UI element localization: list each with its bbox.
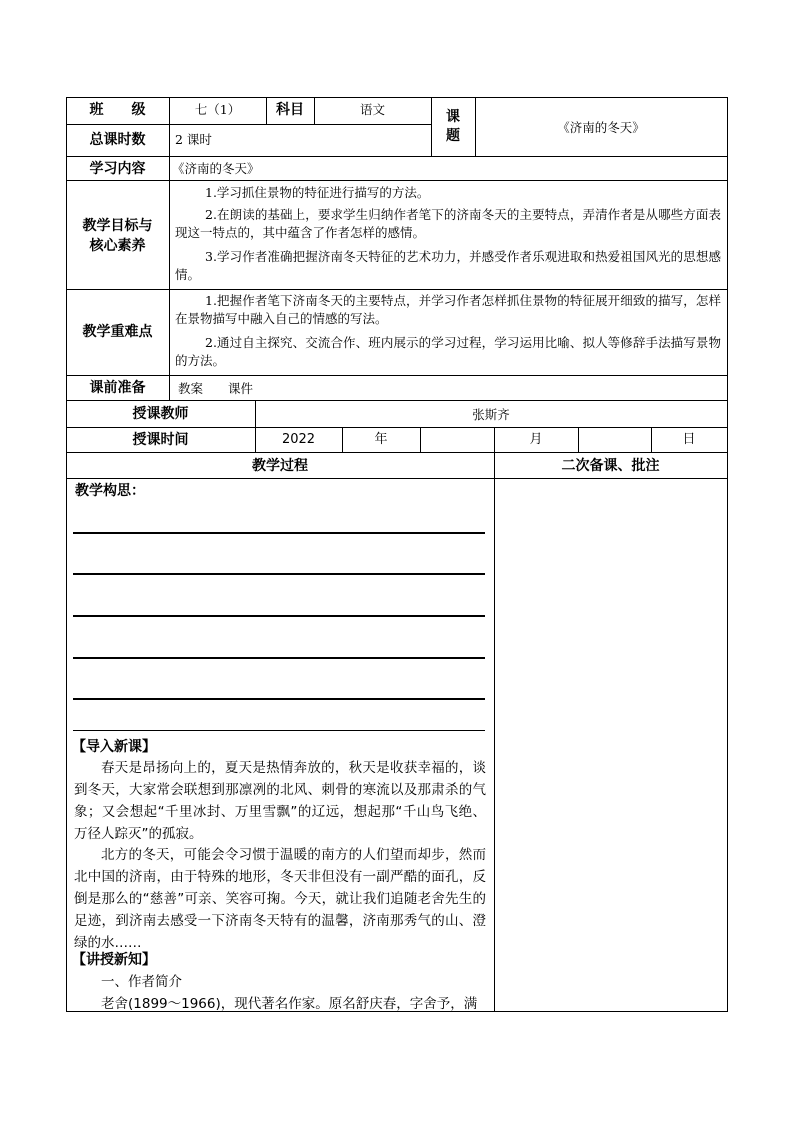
topic-label-top: 课: [446, 109, 460, 125]
day-label: 日: [682, 432, 696, 447]
col-divider: [420, 427, 421, 452]
subject-label: 科目: [276, 102, 304, 118]
author-line: 老舍(1899～1966)，现代著名作家。原名舒庆春，字舍予，满: [101, 996, 478, 1012]
year-label: 年: [374, 432, 388, 447]
topic-value: 《济南的冬天》: [557, 120, 645, 135]
year-value: 2022: [281, 432, 316, 447]
intro-paragraph-2: 北方的冬天，可能会令习惯于温暖的南方的人们望而却步，然而北中国的济南，由于特殊的地形，冬天非但没有一副严酷的面孔，反倒是那么的“慈善”可亲、笑容可掬。今天，就让我们追随老舍先生的足迹，到济南去感受一下济南冬天特有的温馨，济南那秀气的山、澄绿的水……: [74, 847, 486, 951]
key-point-item-2: 2.通过自主探究、交流合作、班内展示的学习过程，学习运用比喻、拟人等修辞手法描写景物的方法。: [175, 335, 721, 368]
concept-line: [73, 698, 485, 700]
topic-label-bottom: 题: [446, 128, 460, 144]
goal-item-2: 2.在朗读的基础上，要求学生归纳作者笔下的济南冬天的主要特点，弄清作者是从哪些方面表现这一特点的，其中蕴含了作者怎样的感情。: [175, 207, 721, 240]
row-divider: [66, 400, 728, 401]
row-divider: [66, 452, 728, 453]
concept-line: [73, 615, 485, 617]
col-divider: [494, 427, 495, 1012]
prep-value: 教案 课件: [178, 381, 254, 396]
concept-line: [73, 657, 485, 659]
concept-divider: [73, 730, 485, 731]
goal-item-3: 3.学习作者准确把握济南冬天特征的艺术功力，并感受作者乐观进取和热爱祖国风光的思想感情。: [175, 249, 721, 282]
col-divider: [431, 97, 432, 156]
col-divider: [169, 97, 170, 292]
time-label: 授课时间: [132, 432, 189, 448]
table-border-left: [66, 97, 67, 1012]
class-label: 班 级: [89, 102, 146, 118]
key-points-label: 教学重难点: [82, 324, 153, 340]
concept-label: 教学构思：: [75, 483, 145, 499]
content-value: 《济南的冬天》: [172, 161, 260, 176]
concept-line: [73, 573, 485, 575]
row-divider: [66, 124, 432, 125]
notes-header: 二次备课、批注: [561, 458, 660, 474]
section-author-intro: 一、作者简介: [101, 974, 182, 990]
goals-label-line1: 教学目标与: [82, 218, 153, 234]
hours-label: 总课时数: [89, 132, 146, 148]
month-label: 月: [529, 432, 543, 447]
row-divider: [66, 289, 728, 290]
goal-item-1: 1.学习抓住景物的特征进行描写的方法。: [205, 185, 430, 200]
row-divider: [66, 375, 728, 376]
row-divider: [66, 156, 728, 157]
intro-heading: 【导入新课】: [72, 739, 156, 755]
concept-line: [73, 532, 485, 534]
teacher-label: 授课教师: [132, 406, 189, 422]
row-divider: [66, 478, 728, 479]
class-value: 七（1）: [194, 102, 241, 117]
intro-paragraph-1: 春天是昂扬向上的，夏天是热情奔放的，秋天是收获幸福的，谈到冬天，大家常会联想到那凛冽的北风、刺骨的寒流以及那肃杀的气象；又会想起“千里冰封、万里雪飘”的辽远，想起那“千山鸟飞绝、万径人踪灭”的孤寂。: [74, 760, 486, 842]
key-point-item-1: 1.把握作者笔下济南冬天的主要特点，并学习作者怎样抓住景物的特征展开细致的描写，怎样在景物描写中融入自己的情感的写法。: [175, 293, 721, 326]
process-header: 教学过程: [252, 458, 308, 474]
prep-label: 课前准备: [89, 380, 146, 396]
table-border-right: [727, 97, 728, 1012]
new-lesson-heading: 【讲授新知】: [72, 952, 156, 968]
col-divider: [169, 289, 170, 401]
row-divider: [66, 180, 728, 181]
hours-value: 2 课时: [175, 132, 212, 147]
row-divider: [66, 427, 728, 428]
subject-value: 语文: [359, 102, 385, 117]
col-divider: [578, 427, 579, 452]
table-border-top: [66, 97, 728, 98]
content-label: 学习内容: [89, 161, 146, 177]
teacher-value: 张斯齐: [472, 407, 510, 422]
goals-label-line2: 核心素养: [89, 238, 146, 254]
